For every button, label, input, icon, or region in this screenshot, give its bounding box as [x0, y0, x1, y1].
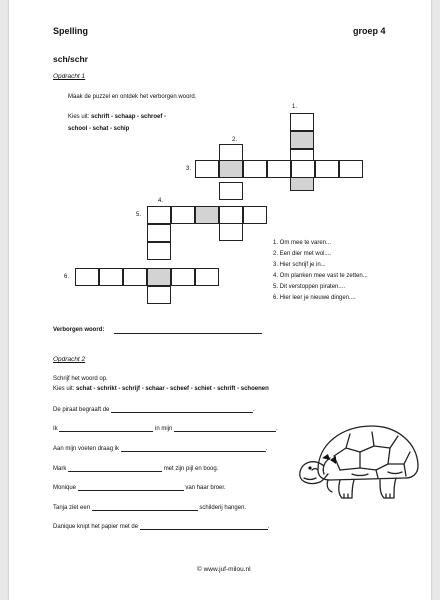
sentence-7-period: .	[267, 524, 270, 530]
clue-number-4: 4.	[158, 198, 164, 204]
opdracht1-heading: Opdracht 1	[53, 73, 86, 80]
sentence-6-text-b: schilderij hangen.	[199, 505, 247, 511]
cell-5-5[interactable]	[243, 206, 267, 224]
sentence-5-text-b: van haar broer.	[185, 485, 226, 491]
sentence-4-text-a: Mark	[53, 466, 67, 472]
clue-number-3: 3.	[186, 166, 192, 172]
cell-2-3[interactable]	[219, 182, 243, 200]
page-title: Spelling	[53, 26, 89, 36]
kies2-prefix: Kies uit:	[53, 386, 77, 392]
sentence-3-blank[interactable]	[121, 444, 266, 452]
sentence-2-period: .	[276, 426, 278, 432]
sentence-5-blank[interactable]	[78, 483, 184, 491]
cell-2-6[interactable]	[219, 223, 243, 241]
footer-copyright: © www.juf-milou.nl	[197, 566, 251, 573]
sentence-2-blank-a[interactable]	[59, 424, 153, 432]
cell-1-1[interactable]	[290, 113, 314, 131]
sentence-7-blank[interactable]	[140, 522, 268, 530]
sentence-1-blank[interactable]	[111, 405, 253, 413]
cell-6-3[interactable]	[123, 268, 147, 286]
opdracht2-instruction: Schrijf het woord op.	[53, 376, 108, 382]
kies-prefix: Kies uit:	[68, 114, 92, 120]
clue-number-6: 6.	[64, 274, 70, 280]
cell-6-5[interactable]	[171, 268, 195, 286]
sentence-2-text-b: in mijn	[155, 426, 173, 432]
opdracht1-kies	[68, 114, 166, 120]
kies-words-line2: school - schat - schip	[68, 126, 130, 132]
sentence-1-period: .	[253, 407, 255, 413]
cell-3-6[interactable]	[315, 160, 339, 178]
sentence-5-text-a: Monique	[53, 485, 77, 491]
sentence-3-text: Aan mijn voeten draag ik	[53, 446, 120, 452]
sentence-2-blank-b[interactable]	[174, 424, 276, 432]
cell-4-6[interactable]	[147, 286, 171, 304]
cell-5-3[interactable]	[195, 206, 219, 224]
sentence-4-text-b: met zijn pijl en boog.	[163, 466, 219, 472]
cell-6-2[interactable]	[99, 268, 123, 286]
cell-4-4[interactable]	[147, 242, 171, 260]
sentence-7-text: Danique knipt het papier met de	[53, 524, 139, 530]
sentence-1	[53, 405, 255, 413]
clue-5: 5. Dit verstoppen piraten....	[273, 284, 346, 290]
cell-5-4[interactable]	[219, 206, 243, 224]
cell-5-1[interactable]	[147, 206, 171, 224]
group-label: groep 4	[353, 26, 386, 36]
clue-number-5: 5.	[136, 212, 142, 218]
cell-3-7[interactable]	[339, 160, 363, 178]
verborgen-woord-label: Verborgen woord:	[53, 327, 105, 333]
cell-3-2[interactable]	[219, 160, 243, 178]
sentence-2-text-a: Ik	[53, 426, 58, 432]
sentence-6-blank[interactable]	[92, 503, 198, 511]
sentence-5	[53, 483, 226, 491]
sentence-4	[53, 464, 218, 472]
cell-6-1[interactable]	[75, 268, 99, 286]
cell-6-6[interactable]	[195, 268, 219, 286]
clue-4: 4. Om planken mee vast te zetten...	[273, 273, 368, 279]
clue-1: 1. Om mee te varen...	[273, 240, 332, 246]
sentence-7	[53, 522, 269, 530]
opdracht2-heading: Opdracht 2	[53, 356, 86, 363]
sentence-1-text: De piraat begraaft de	[53, 407, 110, 413]
cell-3-1[interactable]	[195, 160, 219, 178]
clue-number-2: 2.	[232, 137, 238, 143]
clue-number-1: 1.	[292, 104, 298, 110]
kies2-words: schat - schrikt - schrijf - schaar - scheef - schiet - schrift - schoenen	[76, 386, 269, 392]
clue-3: 3. Hier schrijf je in...	[273, 262, 326, 268]
opdracht1-instruction: Maak de puzzel en ontdek het verborgen woord.	[68, 94, 197, 100]
sentence-6	[53, 503, 246, 511]
verborgen-woord-line[interactable]	[114, 326, 262, 334]
worksheet-page	[9, 0, 431, 600]
clue-2: 2. Een dier met wol....	[273, 251, 332, 257]
cell-1-2[interactable]	[290, 131, 314, 149]
kies-words-line1: schrift - schaap - schroef -	[91, 114, 167, 120]
sentence-2	[53, 424, 278, 432]
sentence-4-blank[interactable]	[68, 464, 162, 472]
topic-label: sch/schr	[53, 54, 88, 64]
opdracht2-kies	[53, 386, 269, 392]
cell-3-4[interactable]	[267, 160, 291, 178]
sentence-6-text-a: Tanja ziet een	[53, 505, 91, 511]
cell-6-4[interactable]	[147, 268, 171, 286]
cell-5-2[interactable]	[171, 206, 195, 224]
tortoise-illustration	[294, 418, 424, 504]
clue-list	[273, 238, 368, 304]
sentence-3-period: .	[265, 446, 268, 452]
cell-3-3[interactable]	[243, 160, 267, 178]
cell-4-3[interactable]	[147, 224, 171, 242]
cell-3-5[interactable]	[291, 160, 315, 178]
tortoise-eye	[308, 466, 311, 469]
sentence-3	[53, 444, 267, 452]
clue-6: 6. Hier leer je nieuwe dingen....	[273, 295, 356, 301]
